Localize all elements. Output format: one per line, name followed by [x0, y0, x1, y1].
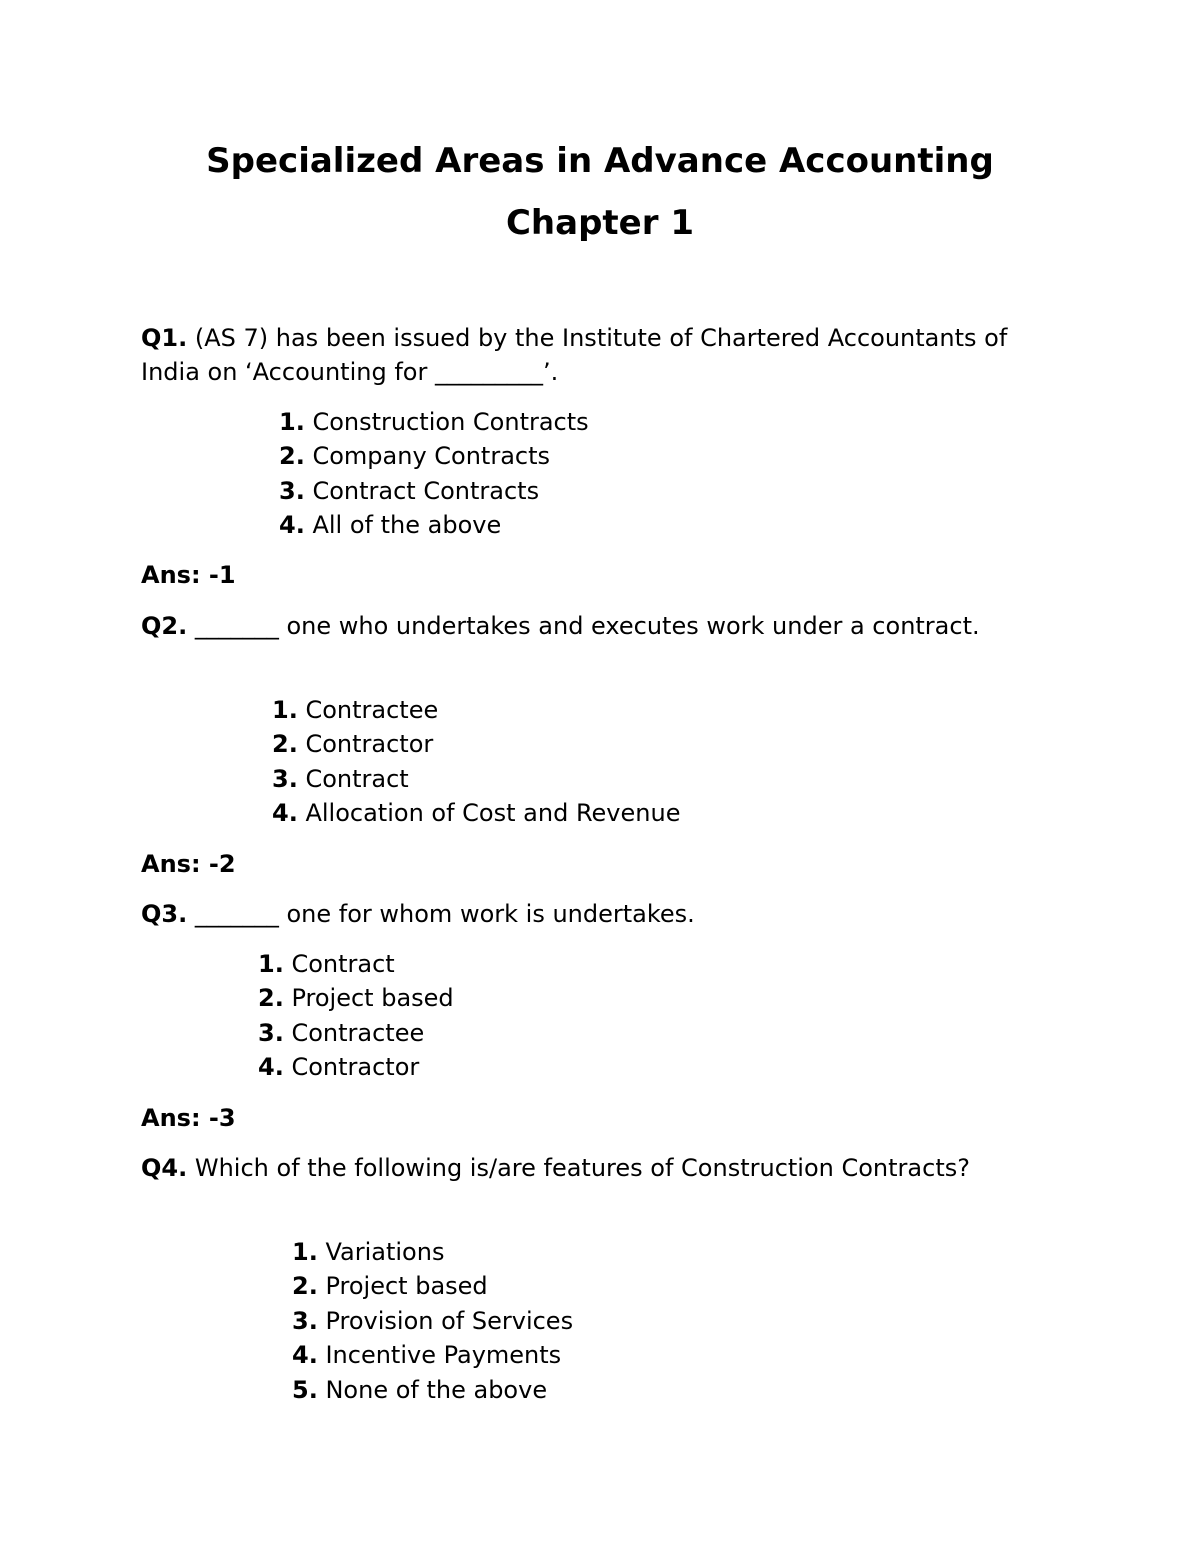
option-number: 1. — [258, 950, 284, 978]
option-item — [292, 1304, 573, 1338]
option-number: 4. — [292, 1341, 318, 1370]
option-item — [258, 981, 454, 1015]
question-4 — [141, 1151, 1021, 1185]
chapter-heading: Chapter 1 — [505, 203, 694, 243]
option-text: Contractee — [291, 1018, 425, 1047]
option-number: 2. — [272, 730, 298, 759]
option-text: Project based — [325, 1272, 488, 1301]
option-item — [272, 727, 680, 761]
option-text: Contractee — [305, 696, 439, 724]
option-text: Project based — [291, 984, 454, 1013]
option-text: Contractor — [305, 730, 434, 759]
option-number: 3. — [292, 1306, 318, 1335]
question-2-options — [272, 693, 680, 831]
question-text: (AS 7) has been issued by the Institute of Chartered Accountants of India on ‘Accounting for _________’. — [141, 324, 1008, 386]
question-1 — [141, 321, 1021, 389]
question-text: Which of the following is/are features of Construction Contracts? — [194, 1154, 970, 1182]
option-number: 2. — [279, 442, 305, 471]
answer-1: Ans: -1 — [141, 561, 236, 589]
question-1-options — [279, 405, 589, 543]
option-text: Contract Contracts — [312, 476, 540, 505]
question-text: _______ one for whom work is undertakes. — [194, 900, 695, 928]
option-item — [272, 796, 680, 830]
question-label: Q1. — [141, 324, 188, 352]
question-4-options — [292, 1235, 573, 1407]
option-number: 5. — [292, 1375, 318, 1404]
option-item — [258, 947, 454, 981]
option-number: 3. — [272, 764, 298, 793]
option-item — [279, 439, 589, 473]
option-item — [272, 762, 680, 796]
option-text: Contract — [291, 950, 395, 978]
option-number: 4. — [279, 511, 305, 540]
option-number: 1. — [292, 1238, 318, 1266]
option-item — [292, 1235, 573, 1269]
option-text: All of the above — [312, 511, 502, 540]
option-item — [272, 693, 680, 727]
option-number: 2. — [292, 1272, 318, 1301]
question-3-options — [258, 947, 454, 1085]
option-number: 3. — [258, 1018, 284, 1047]
question-label: Q2. — [141, 612, 188, 640]
option-text: Allocation of Cost and Revenue — [305, 799, 681, 828]
option-item — [258, 1016, 454, 1050]
option-item — [279, 474, 589, 508]
question-3 — [141, 897, 1021, 931]
option-text: None of the above — [325, 1375, 548, 1404]
question-label: Q3. — [141, 900, 188, 928]
answer-3: Ans: -3 — [141, 1104, 236, 1132]
option-text: Variations — [325, 1238, 445, 1266]
option-number: 4. — [272, 799, 298, 828]
option-text: Incentive Payments — [325, 1341, 562, 1370]
option-number: 2. — [258, 984, 284, 1013]
option-number: 1. — [272, 696, 298, 724]
option-item — [279, 508, 589, 542]
question-text: _______ one who undertakes and executes work under a contract. — [194, 612, 980, 640]
option-number: 3. — [279, 476, 305, 505]
option-item — [292, 1373, 573, 1407]
option-text: Construction Contracts — [312, 408, 589, 436]
question-label: Q4. — [141, 1154, 188, 1182]
question-2 — [141, 609, 1021, 643]
option-text: Contract — [305, 764, 409, 793]
option-item — [292, 1338, 573, 1372]
option-number: 4. — [258, 1053, 284, 1082]
option-text: Contractor — [291, 1053, 420, 1082]
option-text: Company Contracts — [312, 442, 551, 471]
option-item — [292, 1269, 573, 1303]
document-title: Specialized Areas in Advance Accounting — [206, 141, 994, 181]
option-item — [258, 1050, 454, 1084]
answer-2: Ans: -2 — [141, 850, 236, 878]
option-text: Provision of Services — [325, 1306, 574, 1335]
option-item — [279, 405, 589, 439]
option-number: 1. — [279, 408, 305, 436]
